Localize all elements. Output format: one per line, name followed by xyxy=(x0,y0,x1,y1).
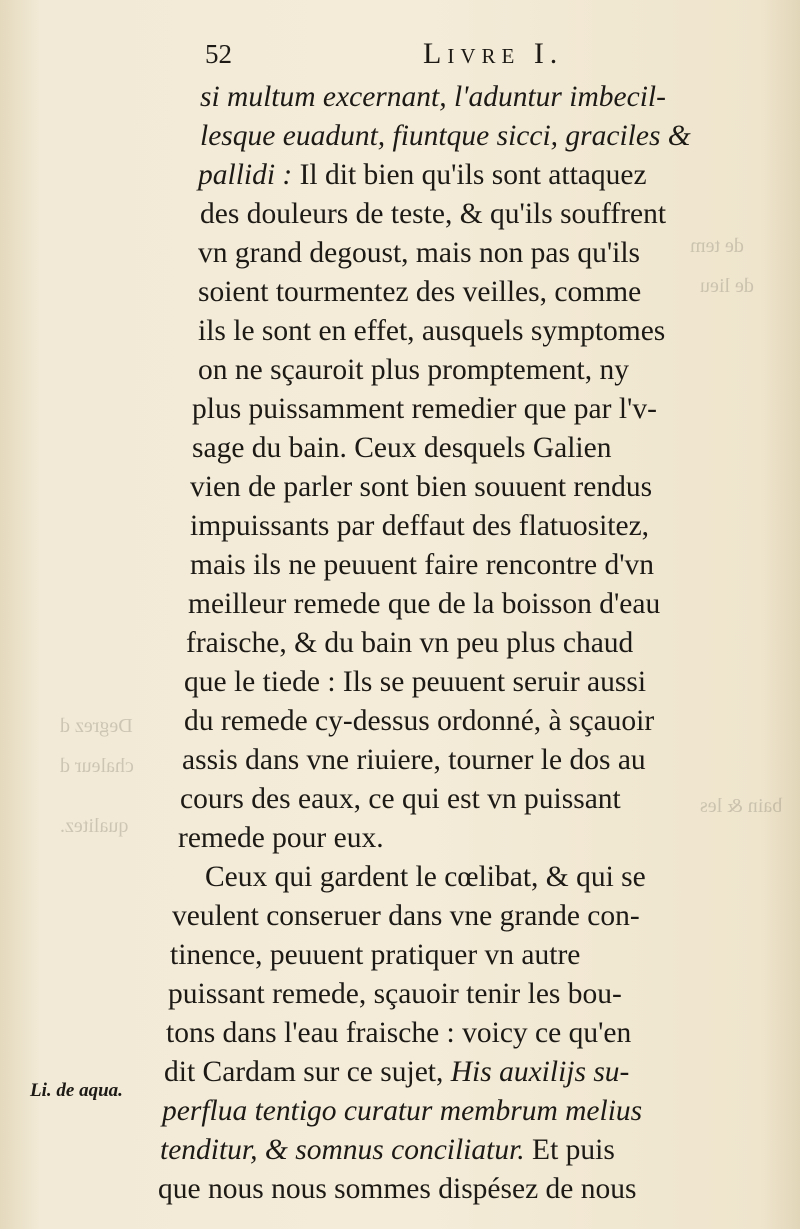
text-line xyxy=(160,1131,615,1169)
text-line: on ne sçauroit plus promptement, ny xyxy=(198,354,629,386)
text-line: veulent conseruer dans vne grande con- xyxy=(172,900,640,932)
text-span: Et puis xyxy=(524,1134,615,1166)
text-line: impuissants par deffaut des flatuositez, xyxy=(190,510,650,542)
text-line: plus puissamment remedier que par l'v- xyxy=(192,393,657,425)
text-line: vn grand degoust, mais non pas qu'ils xyxy=(198,237,641,269)
running-title: Livre I. xyxy=(423,37,564,70)
text-line: Ceux qui gardent le cœlibat, & qui se xyxy=(205,861,646,893)
text-line: fraische, & du bain vn peu plus chaud xyxy=(186,627,634,659)
text-line: vien de parler sont bien souuent rendus xyxy=(190,471,653,503)
bleed-through-text: de tem xyxy=(690,235,744,257)
text-line: cours des eaux, ce qui est vn puissant xyxy=(180,783,621,815)
text-span-italic: pallidi : xyxy=(198,159,293,191)
text-line: sage du bain. Ceux desquels Galien xyxy=(192,432,612,464)
text-line: tinence, peuuent pratiquer vn autre xyxy=(170,939,581,971)
bleed-through-text: qualitez. xyxy=(60,815,129,837)
text-line: mais ils ne peuuent faire rencontre d'vn xyxy=(190,549,655,581)
text-line: lesque euadunt, fiuntque sicci, graciles & xyxy=(200,120,691,152)
page-header xyxy=(205,34,625,74)
text-line: si multum excernant, l'aduntur imbecil- xyxy=(200,81,666,113)
text-line xyxy=(164,1053,629,1091)
bleed-through-text: Degrez d xyxy=(60,715,133,737)
bleed-through-text: bain & les xyxy=(700,795,783,817)
text-line: meilleur remede que de la boisson d'eau xyxy=(188,588,661,620)
text-line: tons dans l'eau fraische : voicy ce qu'en xyxy=(166,1017,632,1049)
text-line: puissant remede, sçauoir tenir les bou- xyxy=(168,978,622,1010)
text-span-italic: tenditur, & somnus conciliatur. xyxy=(160,1134,525,1166)
margin-note: Li. de aqua. xyxy=(30,1080,123,1101)
text-line: du remede cy-dessus ordonné, à sçauoir xyxy=(184,705,655,737)
text-line: perflua tentigo curatur membrum melius xyxy=(162,1095,643,1127)
text-line: que nous nous sommes dispésez de nous xyxy=(158,1173,637,1205)
text-span: Il dit bien qu'ils sont attaquez xyxy=(292,159,647,191)
text-span-italic: His auxilijs su- xyxy=(443,1056,630,1088)
text-line: des douleurs de teste, & qu'ils souffrent xyxy=(200,198,667,230)
text-line: soient tourmentez des veilles, comme xyxy=(198,276,642,308)
text-line: ils le sont en effet, ausquels symptomes xyxy=(198,315,666,347)
bleed-through-text: chaleur d xyxy=(60,755,134,777)
text-line: remede pour eux. xyxy=(178,822,384,854)
bleed-through-text: de lieu xyxy=(700,275,754,297)
text-line xyxy=(198,156,647,194)
page-number: 52 xyxy=(205,39,232,69)
text-line: assis dans vne riuiere, tourner le dos au xyxy=(182,744,646,776)
text-line: que le tiede : Ils se peuuent seruir aussi xyxy=(184,666,647,698)
text-span: dit Cardam sur ce sujet, xyxy=(164,1056,444,1088)
